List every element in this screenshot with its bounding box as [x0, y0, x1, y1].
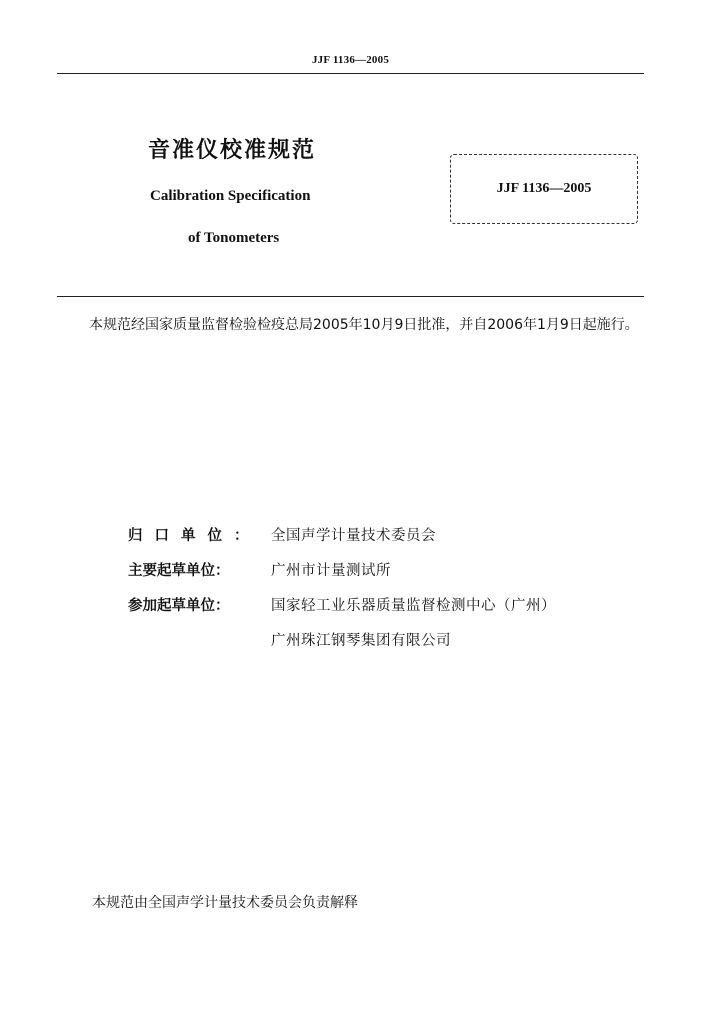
org-row-participating	[128, 594, 556, 629]
middle-divider	[57, 296, 644, 297]
org-label-main-drafter: 主要起草单位：	[128, 563, 230, 579]
org-value-participating-1: 国家轻工业乐器质量监督检测中心（广州）	[271, 598, 556, 614]
org-value-responsible: 全国声学计量技术委员会	[271, 528, 436, 544]
title-english-line2: of Tonometers	[188, 230, 280, 246]
top-divider	[57, 73, 644, 74]
standard-code-text: JJF 1136—2005	[496, 181, 592, 196]
standard-code-box	[450, 154, 638, 224]
title-english-line1: Calibration Specification	[150, 188, 311, 204]
org-value-main-drafter: 广州市计量测试所	[271, 563, 391, 579]
org-label-participating: 参加起草单位：	[128, 598, 230, 614]
approval-paragraph: 本规范经国家质量监督检验检疫总局2005年10月9日批准，并自2006年1月9日起施行。	[89, 317, 639, 333]
org-row-participating-2	[128, 629, 556, 664]
org-row-responsible	[128, 524, 556, 559]
org-row-main-drafter	[128, 559, 556, 594]
footer-interpretation-note: 本规范由全国声学计量技术委员会负责解释	[92, 895, 358, 911]
title-chinese: 音准仪校准规范	[148, 138, 317, 163]
org-label-responsible: 归口单位：	[128, 528, 261, 544]
org-value-participating-2: 广州珠江钢琴集团有限公司	[271, 633, 451, 649]
organization-table	[128, 524, 556, 664]
header-standard-code: JJF 1136—2005	[311, 54, 390, 66]
